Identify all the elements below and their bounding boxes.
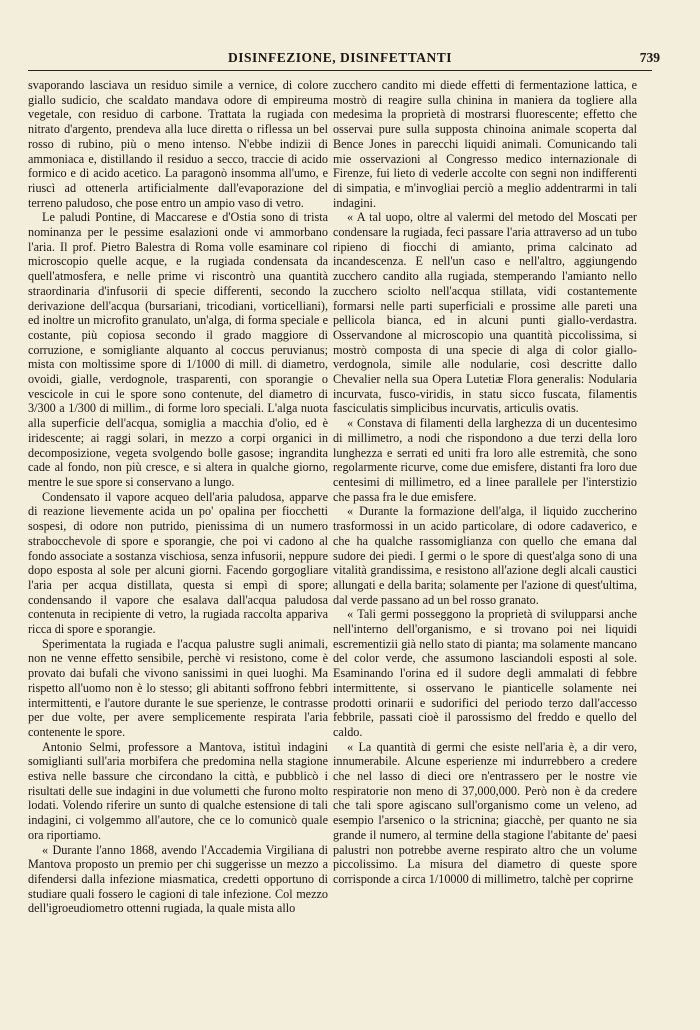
paragraph: « Durante l'anno 1868, avendo l'Accademia Virgiliana di Mantova proposto un premio per chi suggerisse un mezzo a difendersi dalla infezione miasmatica, credetti opportuno di studiare quali fossero le cagioni di tale infezione. Col mezzo dell'igroeudiometro ottenni rugiada, la quale mista allo <box>28 842 328 916</box>
page-number: 739 <box>639 50 660 65</box>
paragraph: Antonio Selmi, professore a Mantova, istituì indagini somiglianti sull'aria morbifera che predomina nella stagione estiva nelle bassure che circondano la città, e pubblicò i risultati delle sue indagini in due volumetti che furono molto lodati. Volendo riferire un sunto di qualche estensione di tali indagini, ci volgemmo all'autore, che ce lo comunicò quale ora riportiamo. <box>28 739 328 842</box>
paragraph: Sperimentata la rugiada e l'acqua palustre sugli animali, non ne venne effetto sensibile, perchè vi resistono, come è provato dai bufali che vivono sanissimi in quei luoghi. Ma rispetto all'uomo non è lo stesso; gli abitanti soffrono febbri intermittenti, e l'autore durante le sue sperienze, le contrasse per due volte, per avere semplicemente respirata l'aria contenente le spore. <box>28 636 328 739</box>
paragraph: « Constava di filamenti della larghezza di un ducentesimo di millimetro, a nodi che rispondono a due terzi della loro lunghezza e serrati ed uniti fra loro alle estremità, che sono regolarmente ricurve, come due emisfere, distanti fra loro due centesimi di millimetro, ed a linee parallele per l'interstizio che passa fra le due emisfere. <box>333 416 637 504</box>
left-column <box>28 78 328 1013</box>
paragraph: « A tal uopo, oltre al valermi del metodo del Moscati per condensare la rugiada, feci passare l'aria attraverso ad un tubo ripieno di fiocchi di amianto, prima calcinato ad incandescenza. E nell'un caso e nell'altro, aggiungendo zucchero candito alla rugiada, stemperando l'amianto nello zucchero sciolto nell'acqua stillata, vidi costantemente formarsi nelle parti superficiali e prossime alle pareti una pellicola bianca, ed in alcuni punti giallo-verdastra. Osservandone al microscopio una quantità piccolissima, si mostrò composta di una specie di alga di color giallo-verdognola, simile alle nodularie, così descritte dallo Chevalier nella sua Opera Lutetiæ Flora generalis: Nodularia incurvata, fusco-viridis, in statu sicco fuscata, filamentis fasciculatis simplicibus incurvatis, articulis ovatis. <box>333 210 637 416</box>
page-title: DISINFEZIONE, DISINFETTANTI <box>227 50 453 65</box>
paragraph: Condensato il vapore acqueo dell'aria paludosa, apparve di reazione lievemente acida un po' opalina per fiocchetti sospesi, di odore non putrido, pienissima di un numero strabocchevole di spore e sporangie, che poi vi cadono al fondo associate a sostanza vischiosa, senza infusorii, neppure dopo esposta al sole per alcuni giorni. Facendo gorgogliare l'aria per acqua distillata, questa si empì di spore; condensando il vapore che esalava dall'acqua paludosa contenuta in recipiente di vetro, la rugiada raccolta appariva ricca di spore e sporangie. <box>28 489 328 637</box>
paragraph: « Durante la formazione dell'alga, il liquido zuccherino trasformossi in un acido particolare, di odore cadaverico, e che ha qualche rassomiglianza con quello che emana dal sudore dei piedi. I germi o le spore di quest'alga sono di una vitalità grandissima, e resistono all'azione degli alcali caustici allungati e della barita; solamente per l'azione di quest'ultima, dal verde passano ad un bel rosso granato. <box>333 504 637 607</box>
paragraph: « La quantità di germi che esiste nell'aria è, a dir vero, innumerabile. Alcune esperienze mi indurrebbero a credere che nel lasso di dieci ore n'entrassero per le nostre vie respiratorie non meno di 37,000,000. Però non è da credere che tali spore agiscano sull'organismo come un veleno, ad esempio l'arsenico o la stricnina; giacchè, per quanto ne sia grande il numero, al termine della stagione l'abitante de' paesi palustri non potrebbe averne respirato altro che un volume piccolissimo. La misura del diametro di queste spore corrisponde a circa 1/10000 di millimetro, talchè per coprirne <box>333 739 637 886</box>
right-column <box>333 78 637 1013</box>
paragraph: Le paludi Pontine, di Maccarese e d'Ostia sono di trista nominanza per le pessime esalazioni onde vi ammorbano l'aria. Il prof. Pietro Balestra di Roma volle esaminare col microscopio quelle acque, e la rugiada condensata da quell'atmosfera, e nelle prime vi riscontrò una quantità straordinaria d'infusorii di specie differenti, secondo la derivazione dell'acqua (bursariani, tricodiani, vorticelliani), ed inoltre un microfito granulato, un'alga, di forma speciale e costante, più copiosa secondo il grado maggiore di corruzione, e somigliante alquanto al coccus peruvianus; mista con moltissime spore di 1/1000 di mill. di diametro, ovoidi, gialle, verdognole, trasparenti, con sporangie o vescicole in cui le spore sono contenute, del diametro di 3/300 a 1/300 di millim., di forme loro speciali. L'alga nuota alla superficie dell'acqua, somiglia a macchia d'olio, ed è iridescente; ai raggi solari, in mezzo a corpi organici in decomposizione, vegeta svolgendo bolle gasose; ingrandita cade al fondo, non più cresce, e si altera in qualche giorno, mentre le sue spore si conservano a lungo. <box>28 210 328 489</box>
paragraph: svaporando lasciava un residuo simile a vernice, di colore giallo sudicio, che scaldato mandava odore di empireuma vegetale, con residuo di carbone. Trattata la rugiada con nitrato d'argento, prendeva alla luce diretta o riflessa un bel rosso di rubino, più o meno intenso. N'ebbe indizii di ammoniaca e, distillando il residuo a secco, traccie di acido formico e di acido acetico. La paragonò insomma all'umo, e riuscì ad ottenerla artificialmente dall'evaporazione del terreno paludoso, che pose entro un ampio vaso di vetro. <box>28 78 328 210</box>
running-header <box>28 48 660 71</box>
paragraph: zucchero candito mi diede effetti di fermentazione lattica, e mostrò di reagire sulla chinina in maniera da togliere alla medesima la proprietà di mostrarsi fluorescente; effetto che osservai pure sulla supposta chinoina animale scoperta dal Bence Jones in parecchi liquidi animali. Comunicando tali mie osservazioni al Congresso medico internazionale di Firenze, fui lieto di vederle accolte con segni non indifferenti di simpatia, e m'invogliai perciò a meglio addentrarmi in tali indagini. <box>333 78 637 210</box>
paragraph: « Tali germi posseggono la proprietà di svilupparsi anche nell'interno dell'organismo, e si trovano poi nei liquidi escrementizii già nello stato di pianta; ma solamente mancano del color verde, che assumono lasciandoli esposti al sole. Esaminando l'orina ed il sudore degli ammalati di febbre intermittente, si osservano le pianticelle solamente nei prodotti orinarii e sudorifici del periodo terzo dall'accesso febbrile, passati cioè il parossismo del freddo e quello del caldo. <box>333 607 637 739</box>
